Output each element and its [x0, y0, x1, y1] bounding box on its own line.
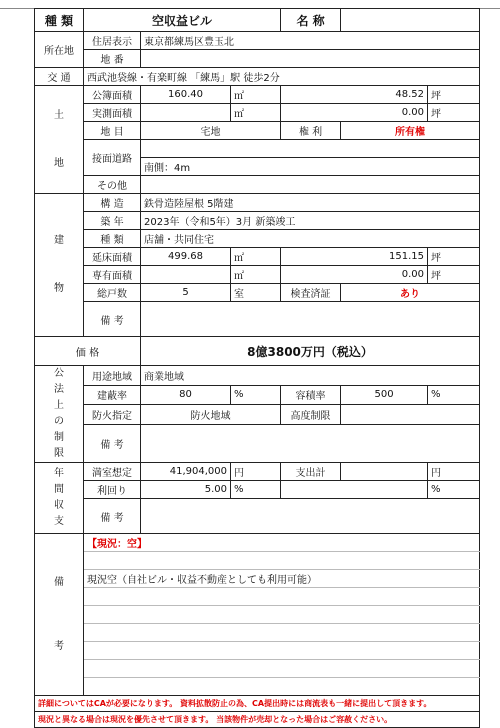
coverage-label: 建蔽率 — [84, 385, 141, 405]
zoning-row — [35, 366, 480, 386]
built-label: 築 年 — [84, 212, 141, 230]
location-section-label: 所在地 — [35, 32, 84, 68]
full-income-row — [35, 463, 480, 481]
notes-row-9 — [35, 678, 480, 696]
public-area-label: 公簿面積 — [84, 86, 141, 104]
footer-notice-1: 詳細についてはCAが必要になります。 資料拡散防止の為、CA提出時には商流表も一緒に提出して頂きます。 — [35, 696, 480, 712]
notes-section-label — [35, 534, 84, 696]
notes-status-tag: 【現況：空】 — [84, 534, 480, 552]
notes-blank-8 — [84, 660, 480, 678]
fire-value: 防火地域 — [141, 405, 281, 425]
units-label: 総戸数 — [84, 284, 141, 302]
yield-value: 5.00 — [141, 481, 231, 499]
notes-section-text: 備 考 — [54, 576, 64, 652]
public-area-m2-unit: ㎡ — [231, 86, 281, 104]
yield-spacer — [281, 481, 428, 499]
rights-label: 権 利 — [281, 122, 341, 140]
public-area-m2: 160.40 — [141, 86, 231, 104]
far-value: 500 — [341, 385, 428, 405]
expense-label: 支出計 — [281, 463, 341, 481]
building-remarks-row — [35, 302, 480, 337]
type-label: 種 類 — [35, 9, 84, 32]
floor-area-label: 延床面積 — [84, 248, 141, 266]
footer-row-2 — [35, 712, 480, 728]
notes-blank-2 — [84, 552, 480, 570]
transport-row — [35, 68, 480, 86]
lot-label: 地 番 — [84, 50, 141, 68]
regulation-section-text: 公 法 上 の 制 限 — [54, 368, 64, 459]
road-value: 南側：4m — [141, 158, 480, 176]
notes-line-2: 現況空（自社ビル・収益不動産としても利用可能） — [84, 570, 480, 588]
land-road-row — [35, 140, 480, 158]
kind-label: 種 類 — [84, 230, 141, 248]
regulation-remarks-label: 備 考 — [84, 424, 141, 462]
full-income-unit: 円 — [231, 463, 281, 481]
floor-area-tsubo-unit: 坪 — [428, 248, 480, 266]
address-row — [35, 32, 480, 50]
units-unit: 室 — [231, 284, 281, 302]
notes-row-2 — [35, 552, 480, 570]
rights-value: 所有権 — [341, 122, 480, 140]
land-public-area-row — [35, 86, 480, 104]
property-table — [34, 8, 480, 728]
notes-row-6 — [35, 624, 480, 642]
building-built-row — [35, 212, 480, 230]
coverage-value: 80 — [141, 385, 231, 405]
building-exclusive-area-row — [35, 266, 480, 284]
exclusive-area-tsubo: 0.00 — [281, 266, 428, 284]
coverage-unit: % — [231, 385, 281, 405]
category-label: 地 目 — [84, 122, 141, 140]
built-value: 2023年（令和5年）3月 新築竣工 — [141, 212, 480, 230]
fire-label: 防火指定 — [84, 405, 141, 425]
transport-label: 交 通 — [35, 68, 84, 86]
notes-blank-4 — [84, 588, 480, 606]
floor-area-tsubo: 151.15 — [281, 248, 428, 266]
address-label: 住居表示 — [84, 32, 141, 50]
inspection-value: あり — [341, 284, 480, 302]
land-survey-area-row — [35, 104, 480, 122]
price-label: 価 格 — [35, 337, 141, 366]
building-units-row — [35, 284, 480, 302]
fire-row — [35, 405, 480, 425]
other-label: その他 — [84, 176, 141, 194]
type-value: 空収益ビル — [84, 9, 281, 32]
expense-value — [341, 463, 428, 481]
public-area-tsubo-unit: 坪 — [428, 86, 480, 104]
full-income-value: 41,904,000 — [141, 463, 231, 481]
price-value: 8億3800万円（税込） — [141, 337, 480, 366]
structure-label: 構 造 — [84, 194, 141, 212]
transport-value: 西武池袋線・有楽町線 「練馬」駅 徒歩2分 — [84, 68, 480, 86]
survey-area-m2-unit: ㎡ — [231, 104, 281, 122]
far-unit: % — [428, 385, 480, 405]
exclusive-area-tsubo-unit: 坪 — [428, 266, 480, 284]
building-remarks-value — [141, 302, 480, 337]
zoning-value: 商業地域 — [141, 366, 480, 386]
name-label: 名 称 — [281, 9, 341, 32]
land-category-row — [35, 122, 480, 140]
category-value: 宅地 — [141, 122, 281, 140]
footer-row-1 — [35, 696, 480, 712]
building-section-text: 建 物 — [54, 235, 64, 294]
inspection-label: 検査済証 — [281, 284, 341, 302]
notes-row-4 — [35, 588, 480, 606]
road-spacer — [141, 140, 480, 158]
regulation-remarks-row — [35, 424, 480, 462]
coverage-row — [35, 385, 480, 405]
notes-blank-5 — [84, 606, 480, 624]
building-remarks-label: 備 考 — [84, 302, 141, 337]
regulation-remarks-value — [141, 424, 480, 462]
income-remarks-value — [141, 499, 480, 534]
public-area-tsubo: 48.52 — [281, 86, 428, 104]
income-remarks-row — [35, 499, 480, 534]
lot-value — [141, 50, 480, 68]
notes-row-3 — [35, 570, 480, 588]
notes-blank-6 — [84, 624, 480, 642]
height-value — [341, 405, 480, 425]
exclusive-area-m2-unit: ㎡ — [231, 266, 281, 284]
survey-area-label: 実測面積 — [84, 104, 141, 122]
exclusive-area-label: 専有面積 — [84, 266, 141, 284]
land-section-label — [35, 86, 84, 194]
notes-row-7 — [35, 642, 480, 660]
notes-blank-9 — [84, 678, 480, 696]
lot-row — [35, 50, 480, 68]
building-section-label — [35, 194, 84, 337]
notes-row-5 — [35, 606, 480, 624]
price-row — [35, 337, 480, 366]
expense-unit: 円 — [428, 463, 480, 481]
building-structure-row — [35, 194, 480, 212]
structure-value: 鉄骨造陸屋根 5階建 — [141, 194, 480, 212]
property-sheet — [34, 8, 479, 728]
survey-area-tsubo-unit: 坪 — [428, 104, 480, 122]
survey-area-m2 — [141, 104, 231, 122]
survey-area-tsubo: 0.00 — [281, 104, 428, 122]
footer-notice-2: 現況と異なる場合は現況を優先させて頂きます。 当該物件が売却となった場合はご容赦ください。 — [35, 712, 480, 728]
building-kind-row — [35, 230, 480, 248]
regulation-section-label — [35, 366, 84, 463]
yield-label: 利回り — [84, 481, 141, 499]
header-row — [35, 9, 480, 32]
notes-row-8 — [35, 660, 480, 678]
exclusive-area-m2 — [141, 266, 231, 284]
units-value: 5 — [141, 284, 231, 302]
income-section-label — [35, 463, 84, 534]
height-label: 高度制限 — [281, 405, 341, 425]
yield-percent-unit: % — [428, 481, 480, 499]
floor-area-m2-unit: ㎡ — [231, 248, 281, 266]
land-section-text: 土 地 — [54, 109, 64, 169]
notes-row-1 — [35, 534, 480, 552]
yield-row — [35, 481, 480, 499]
road-label: 接面道路 — [84, 140, 141, 176]
land-other-row — [35, 176, 480, 194]
far-label: 容積率 — [281, 385, 341, 405]
name-value — [341, 9, 480, 32]
full-income-label: 満室想定 — [84, 463, 141, 481]
building-floor-area-row — [35, 248, 480, 266]
floor-area-m2: 499.68 — [141, 248, 231, 266]
income-remarks-label: 備 考 — [84, 499, 141, 534]
notes-blank-7 — [84, 642, 480, 660]
kind-value: 店舗・共同住宅 — [141, 230, 480, 248]
yield-unit: % — [231, 481, 281, 499]
zoning-label: 用途地域 — [84, 366, 141, 386]
income-section-text: 年 間 収 支 — [54, 468, 64, 527]
other-value — [141, 176, 480, 194]
address-value: 東京都練馬区豊玉北 — [141, 32, 480, 50]
